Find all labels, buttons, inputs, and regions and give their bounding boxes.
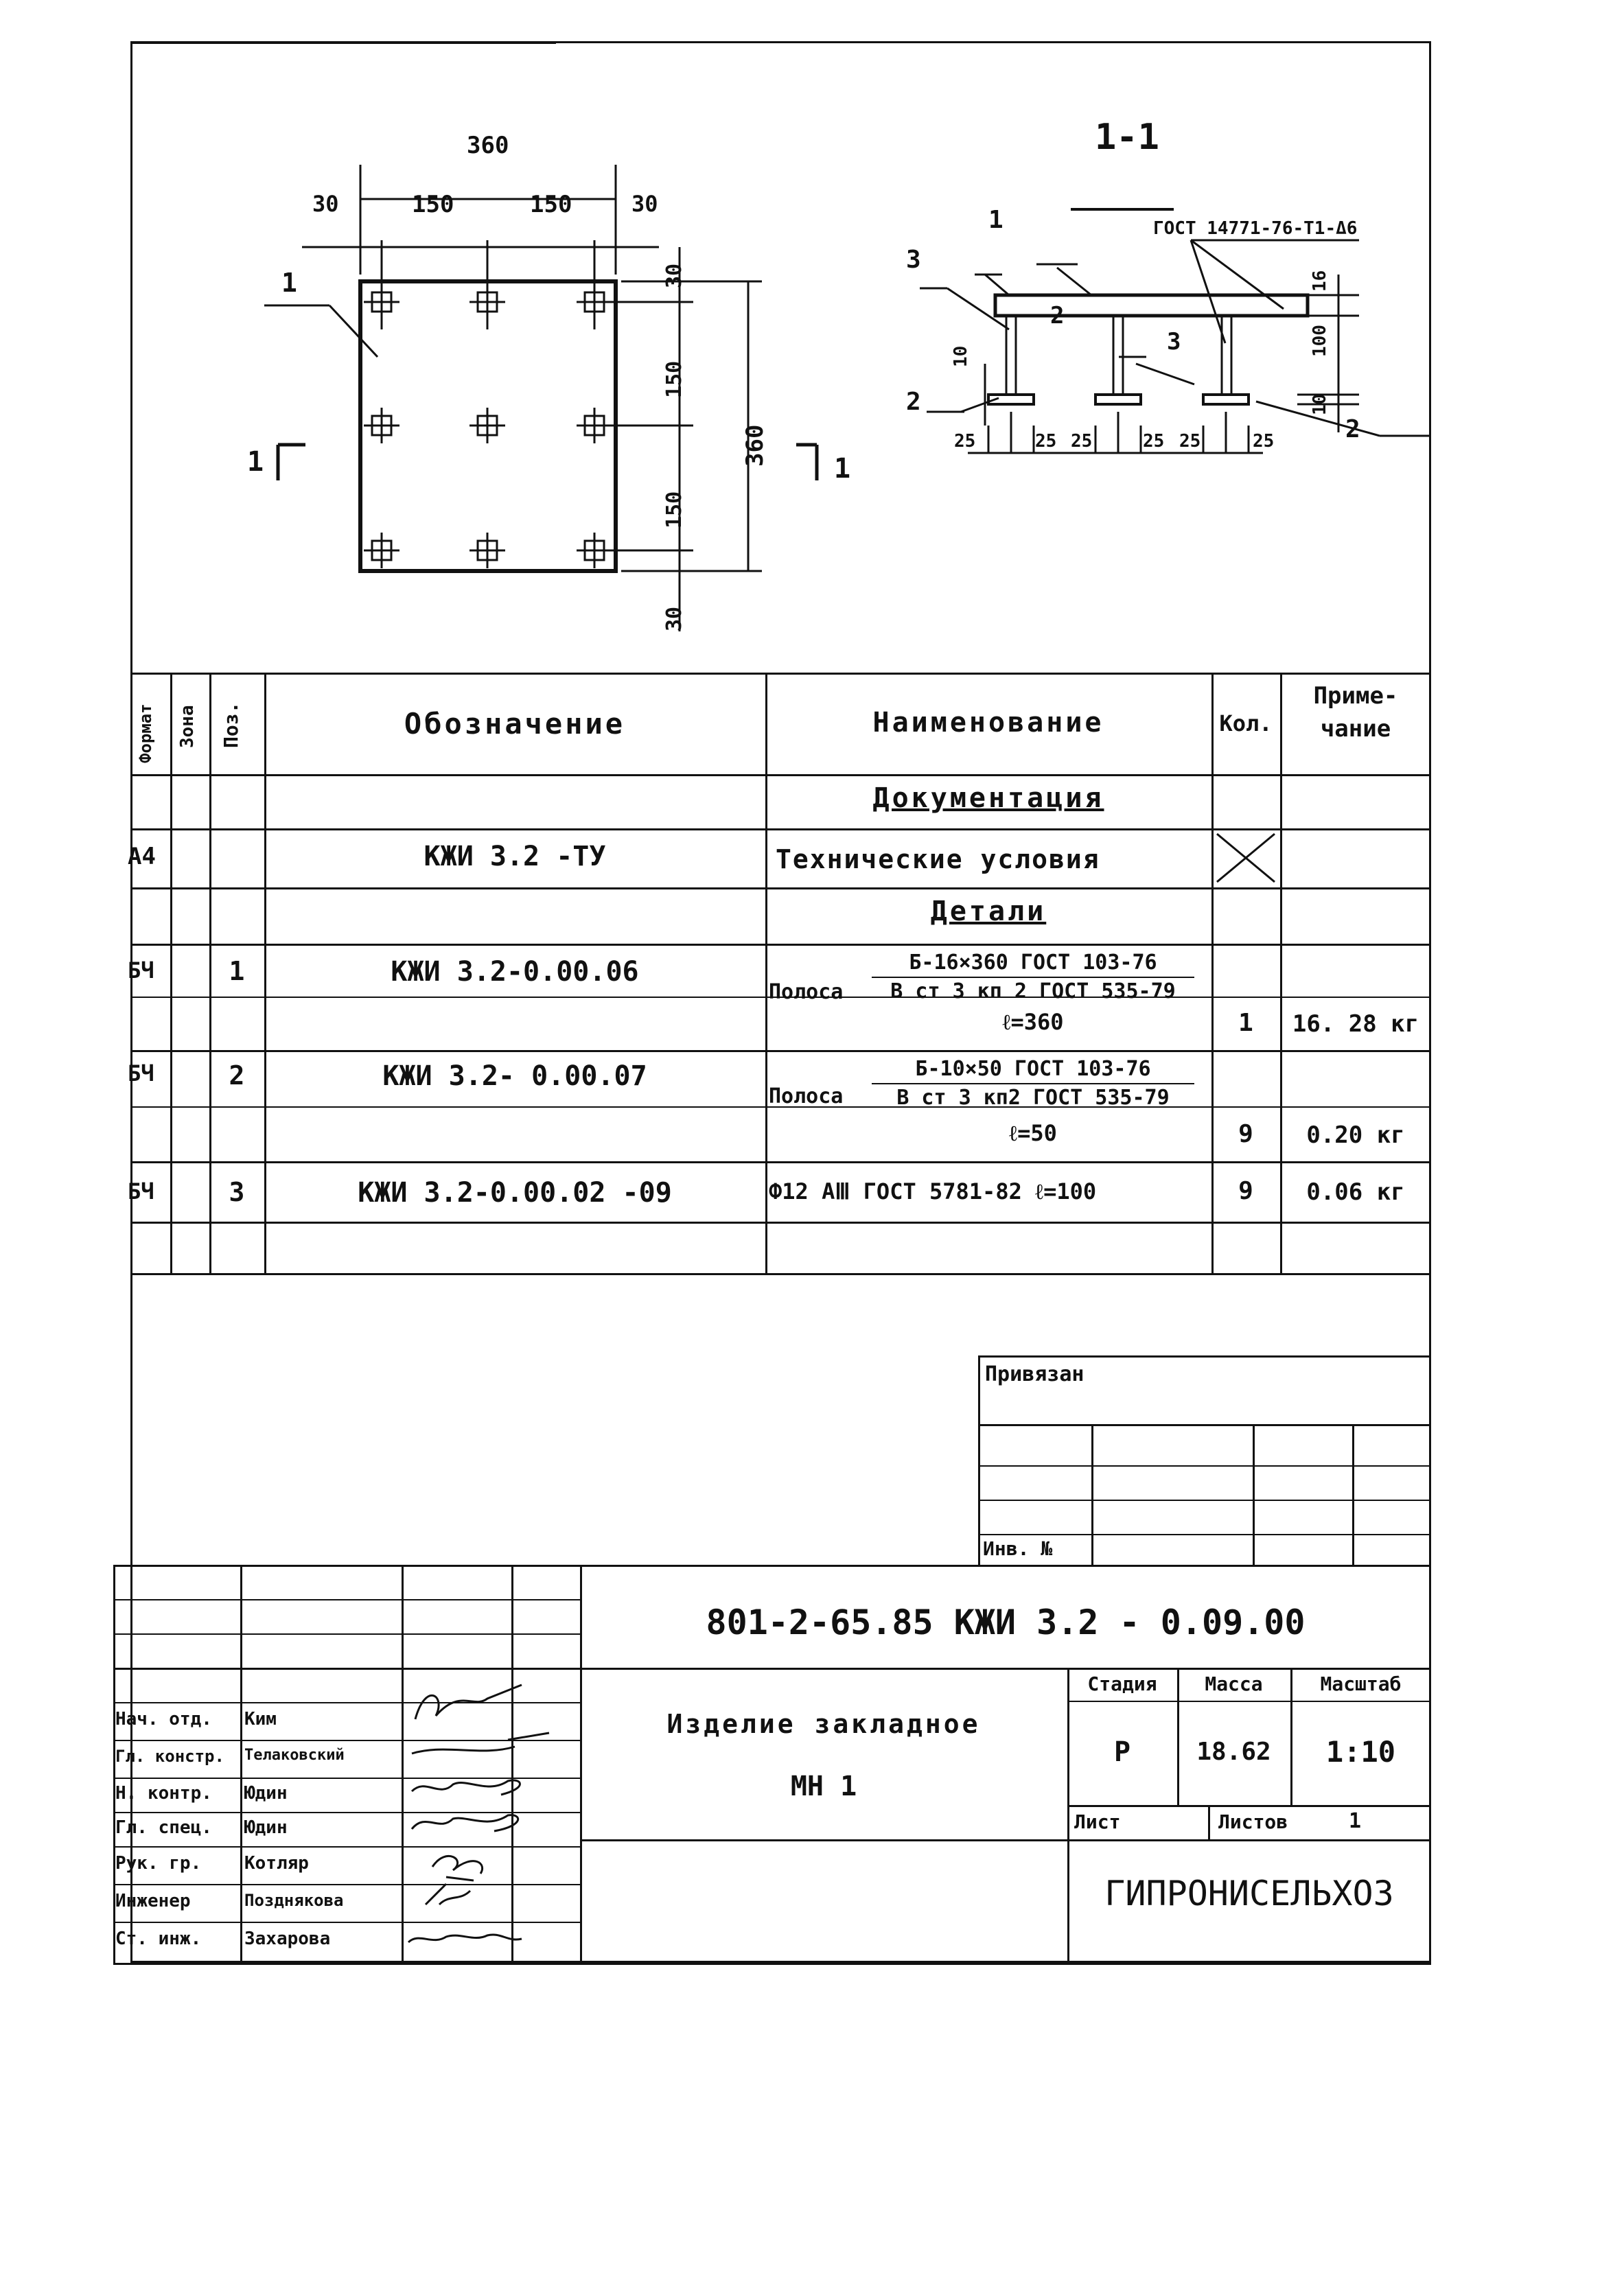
header-zone: Зона [177, 705, 198, 748]
plan-position-label: 1 [281, 268, 297, 298]
scale-label: Масштаб [1320, 1673, 1402, 1695]
r3-format: БЧ [128, 1178, 154, 1204]
stage-value: Р [1113, 1736, 1131, 1768]
section-title: 1-1 [1095, 117, 1159, 158]
doc-format: А4 [128, 843, 156, 870]
section-label-center-rod: 3 [1167, 328, 1181, 356]
scale-value: 1:10 [1325, 1735, 1396, 1769]
section-dim-bottom-4: 25 [1143, 431, 1165, 452]
r1-num: Б-16×360 ГОСТ 103-76 [909, 951, 1157, 975]
plan-dim-right-overall: 360 [741, 424, 769, 467]
drawing-area [130, 41, 1431, 673]
sheet-label: Лист [1074, 1810, 1121, 1833]
plan-dim-bottom-margin: 30 [662, 606, 686, 631]
section-label-left-bottom: 2 [906, 388, 921, 416]
plan-dim-left-margin: 30 [312, 191, 339, 217]
staff-role: Нач. отд. [115, 1709, 212, 1730]
doc-name: Технические условия [776, 844, 1100, 874]
r1-den: В ст 3 кп 2 ГОСТ 535-79 [890, 979, 1176, 1003]
r1-designation: КЖИ 3.2-0.00.06 [391, 956, 639, 988]
r1-name-prefix: Полоса [769, 980, 844, 1004]
section-dim-height: 100 [1310, 325, 1330, 357]
header-pos: Поз. [220, 701, 242, 748]
sheets-label: Листов [1218, 1810, 1288, 1833]
r3-note: 0.06 кг [1306, 1178, 1405, 1206]
header-designation: Обозначение [404, 707, 626, 741]
plan-dim-right-span1: 150 [662, 360, 686, 398]
staff-name: Захарова [244, 1929, 331, 1949]
section-weld-note: ГОСТ 14771-76-Т1-Δ6 [1153, 218, 1358, 239]
section-dim-bottom-1: 25 [954, 431, 976, 452]
r1-format: БЧ [128, 957, 154, 983]
document-code: 801-2-65.85 КЖИ 3.2 - 0.09.00 [706, 1603, 1306, 1642]
r1-pos: 1 [229, 956, 245, 986]
staff-role: Ст. инж. [115, 1929, 202, 1949]
section-documentation: Документация [872, 782, 1104, 814]
section-label-right-bottom: 2 [1345, 415, 1360, 443]
plan-dim-right-margin: 30 [631, 191, 658, 217]
header-qty: Кол. [1219, 710, 1273, 736]
r1-length: ℓ=360 [1002, 1009, 1064, 1035]
staff-name: Котляр [244, 1853, 309, 1874]
plan-dim-right-span2: 150 [662, 491, 686, 528]
staff-name: Ким [244, 1709, 277, 1730]
item-name-2: МН 1 [790, 1771, 857, 1802]
r2-den: В ст 3 кп2 ГОСТ 535-79 [896, 1086, 1170, 1110]
plan-dim-span1: 150 [412, 191, 454, 218]
mass-label: Масса [1205, 1673, 1263, 1695]
item-name-1: Изделие закладное [666, 1709, 981, 1739]
r2-length: ℓ=50 [1009, 1120, 1057, 1146]
binding-inv: Инв. № [983, 1537, 1053, 1560]
section-dim-bottom-3: 25 [1071, 431, 1093, 452]
staff-role: Н. контр. [115, 1783, 212, 1804]
section-mark-left: 1 [247, 446, 264, 478]
r1-fraction-bar [872, 977, 1194, 978]
r1-note: 16. 28 кг [1292, 1010, 1419, 1038]
section-label-center-plate: 2 [1050, 302, 1065, 329]
section-dim-base: 10 [1310, 393, 1330, 415]
section-mark-right: 1 [834, 453, 851, 485]
r1-qty: 1 [1238, 1009, 1253, 1037]
section-dim-bottom-2: 25 [1035, 431, 1057, 452]
doc-designation: КЖИ 3.2 -ТУ [424, 841, 606, 872]
staff-name: Юдин [244, 1817, 288, 1838]
staff-role: Гл. спец. [115, 1817, 212, 1838]
plan-dim-overall-top: 360 [467, 132, 509, 159]
r2-pos: 2 [229, 1060, 245, 1091]
staff-name: Позднякова [244, 1891, 344, 1910]
section-details: Детали [930, 896, 1047, 927]
staff-name: Юдин [244, 1783, 288, 1804]
r2-designation: КЖИ 3.2- 0.00.07 [382, 1060, 647, 1092]
mass-value: 18.62 [1196, 1738, 1271, 1766]
r2-format: БЧ [128, 1060, 154, 1086]
section-dim-bottom-5: 25 [1179, 431, 1201, 452]
r3-pos: 3 [229, 1177, 245, 1207]
r2-qty: 9 [1238, 1120, 1253, 1148]
section-dim-bottom-6: 25 [1253, 431, 1275, 452]
r3-designation: КЖИ 3.2-0.00.02 -09 [358, 1177, 672, 1209]
plan-dim-span2: 150 [530, 191, 572, 218]
staff-role: Рук. гр. [115, 1853, 202, 1874]
staff-name: Телаковский [244, 1747, 345, 1764]
section-label-left-rod: 3 [906, 246, 921, 274]
staff-role: Гл. констр. [115, 1747, 224, 1766]
r2-note: 0.20 кг [1306, 1121, 1405, 1149]
stage-label: Стадия [1087, 1673, 1157, 1695]
r2-name-prefix: Полоса [769, 1084, 844, 1108]
staff-role: Инженер [115, 1891, 191, 1911]
r2-num: Б-10×50 ГОСТ 103-76 [915, 1057, 1151, 1081]
organization: ГИПРОНИСЕЛЬХОЗ [1104, 1874, 1394, 1913]
header-note: Приме- чание [1313, 682, 1398, 743]
binding-title: Привязан [985, 1362, 1084, 1386]
plan-dim-top-margin: 30 [662, 263, 686, 288]
r2-fraction-bar [872, 1083, 1194, 1084]
sheets-value: 1 [1349, 1809, 1362, 1833]
r3-name: Ф12 АⅢ ГОСТ 5781-82 ℓ=100 [769, 1178, 1097, 1204]
signatures [405, 1668, 590, 1963]
r3-qty: 9 [1238, 1177, 1253, 1205]
section-label-plate: 1 [988, 206, 1004, 234]
header-format: Формат [136, 703, 155, 763]
header-name: Наименование [872, 707, 1104, 738]
doc-qty-cross [1211, 828, 1280, 887]
section-dim-left: 10 [951, 345, 971, 367]
section-dim-thickness: 16 [1310, 270, 1330, 292]
